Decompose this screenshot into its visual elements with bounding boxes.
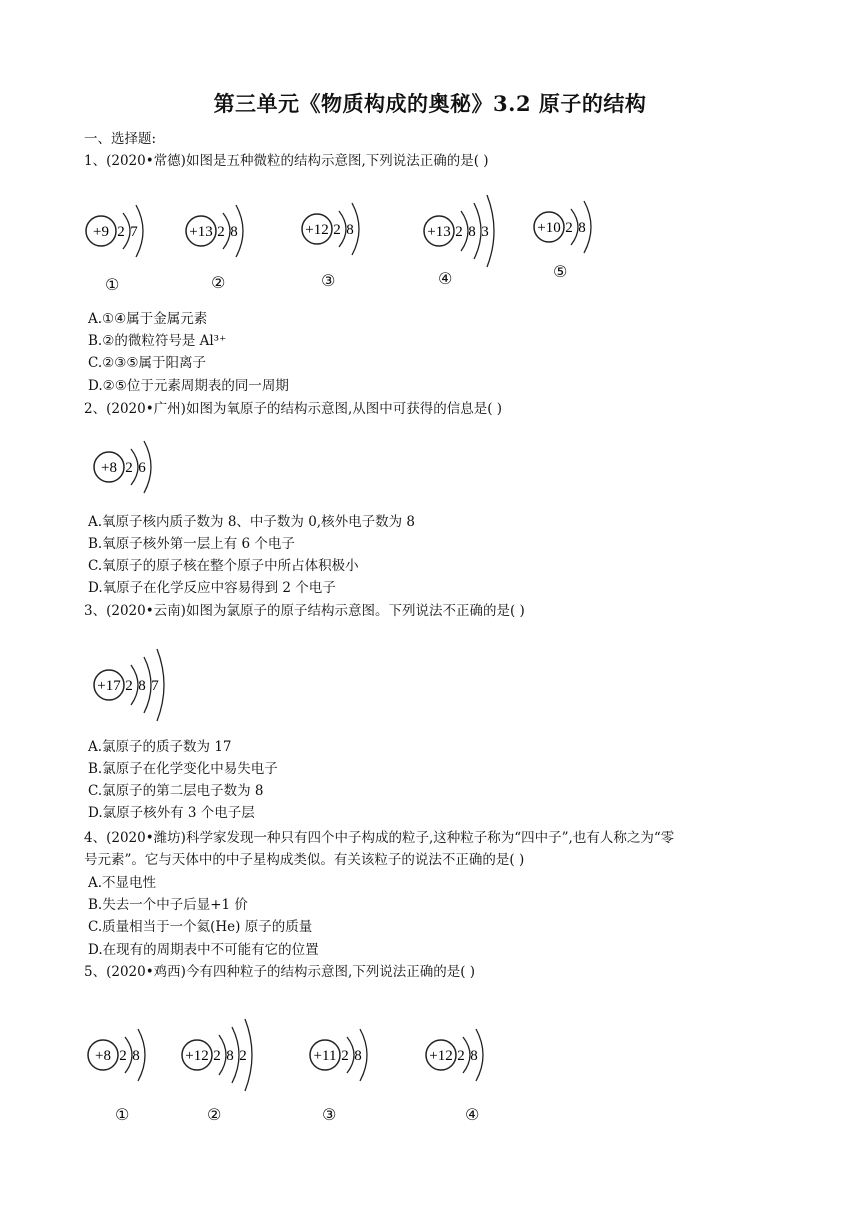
nucleus-charge: +13 — [189, 224, 213, 240]
question-2-stem: 2、(2020•广州)如图为氧原子的结构示意图,从图中可获得的信息是( ) — [84, 401, 503, 417]
q5-diagram-1 — [86, 1020, 160, 1090]
shell-electron-count: 2 — [333, 222, 341, 238]
question-5-stem: 5、(2020•鸡西)今有四种粒子的结构示意图,下列说法正确的是( ) — [84, 964, 476, 980]
question-3-stem: 3、(2020•云南)如图为氯原子的原子结构示意图。下列说法不正确的是( ) — [84, 603, 525, 619]
nucleus-charge: +8 — [95, 1048, 111, 1064]
shell-electron-count: 6 — [138, 460, 146, 476]
shell-electron-count: 2 — [217, 224, 225, 240]
atom-structure-figure — [92, 432, 166, 502]
q1-diagram-3 — [300, 194, 374, 264]
q1-label-2: ② — [211, 273, 226, 292]
q5-label-1: ① — [115, 1105, 130, 1124]
q2-option-b: B.氧原子核外第一层上有 6 个电子 — [88, 536, 295, 552]
nucleus-charge: +8 — [101, 460, 117, 476]
q2-option-d: D.氧原子在化学反应中容易得到 2 个电子 — [88, 580, 336, 596]
q3-option-d: D.氯原子核外有 3 个电子层 — [88, 805, 255, 821]
q1-option-c: C.②③⑤属于阳离子 — [88, 355, 206, 371]
atom-structure-figure — [92, 640, 179, 730]
q4-option-a: A.不显电性 — [88, 875, 157, 891]
atom-structure-figure — [180, 1010, 267, 1100]
shell-electron-count: 8 — [230, 224, 238, 240]
q4-option-d: D.在现有的周期表中不可能有它的位置 — [88, 942, 319, 958]
q1-label-3: ③ — [321, 271, 336, 290]
shell-electron-count: 2 — [125, 460, 133, 476]
shell-electron-count: 8 — [226, 1048, 234, 1064]
q1-diagram-2 — [184, 196, 258, 266]
q5-diagram-4 — [424, 1020, 498, 1090]
nucleus-charge: +12 — [429, 1048, 453, 1064]
q1-diagram-4 — [422, 186, 509, 276]
atom-structure-figure — [424, 1020, 498, 1090]
shell-electron-count: 8 — [132, 1048, 140, 1064]
shell-electron-count: 2 — [213, 1048, 221, 1064]
q1-label-5: ⑤ — [553, 262, 568, 281]
q2-option-c: C.氧原子的原子核在整个原子中所占体积极小 — [88, 558, 359, 574]
atom-structure-figure — [300, 194, 374, 264]
shell-electron-count: 8 — [138, 678, 146, 694]
atom-structure-figure — [184, 196, 258, 266]
shell-electron-count: 7 — [130, 224, 138, 240]
q5-label-3: ③ — [322, 1105, 337, 1124]
shell-electron-count: 2 — [341, 1048, 349, 1064]
q1-label-1: ① — [105, 275, 120, 294]
atom-structure-figure — [422, 186, 509, 276]
q1-option-d: D.②⑤位于元素周期表的同一周期 — [88, 378, 289, 394]
q1-option-a: A.①④属于金属元素 — [88, 311, 208, 327]
q2-option-a: A.氧原子核内质子数为 8、中子数为 0,核外电子数为 8 — [88, 514, 415, 530]
q5-diagram-3 — [308, 1020, 382, 1090]
section-heading: 一、选择题: — [84, 131, 157, 147]
page-title: 第三单元《物质构成的奥秘》3.2 原子的结构 — [213, 91, 647, 116]
shell-electron-count: 2 — [565, 220, 573, 236]
shell-electron-count: 7 — [151, 678, 159, 694]
q5-label-4: ④ — [465, 1105, 480, 1124]
q4-option-b: B.失去一个中子后显+1 价 — [88, 897, 248, 913]
shell-electron-count: 8 — [346, 222, 354, 238]
atom-structure-figure — [84, 196, 158, 266]
shell-electron-count: 8 — [578, 220, 586, 236]
q3-option-b: B.氯原子在化学变化中易失电子 — [88, 761, 278, 777]
shell-electron-count: 2 — [117, 224, 125, 240]
question-1-stem: 1、(2020•常德)如图是五种微粒的结构示意图,下列说法正确的是( ) — [84, 153, 489, 169]
nucleus-charge: +9 — [93, 224, 109, 240]
shell-electron-count: 8 — [354, 1048, 362, 1064]
q3-option-c: C.氯原子的第二层电子数为 8 — [88, 783, 264, 799]
q3-option-a: A.氯原子的质子数为 17 — [88, 739, 232, 755]
q1-label-4: ④ — [438, 269, 453, 288]
nucleus-charge: +10 — [537, 220, 561, 236]
shell-electron-count: 8 — [468, 224, 476, 240]
q2-diagram — [92, 432, 166, 502]
nucleus-charge: +12 — [305, 222, 329, 238]
nucleus-charge: +13 — [427, 224, 451, 240]
question-4-stem-line-1: 4、(2020•潍坊)科学家发现一种只有四个中子构成的粒子,这种粒子称为“四中子”,也有人称之为“零 — [84, 830, 675, 846]
shell-electron-count: 2 — [239, 1048, 247, 1064]
atom-structure-figure — [86, 1020, 160, 1090]
shell-electron-count: 2 — [119, 1048, 127, 1064]
q1-diagram-1 — [84, 196, 158, 266]
nucleus-charge: +12 — [185, 1048, 209, 1064]
nucleus-charge: +11 — [313, 1048, 337, 1064]
q3-diagram — [92, 640, 179, 730]
q1-diagram-5 — [532, 192, 606, 262]
shell-electron-count: 2 — [455, 224, 463, 240]
q5-label-2: ② — [207, 1105, 222, 1124]
question-4-stem-line-2: 号元素”。它与天体中的中子星构成类似。有关该粒子的说法不正确的是( ) — [84, 852, 525, 868]
q1-option-b: B.②的微粒符号是 Al³⁺ — [88, 333, 227, 349]
shell-electron-count: 2 — [125, 678, 133, 694]
atom-structure-figure — [532, 192, 606, 262]
shell-electron-count: 2 — [457, 1048, 465, 1064]
nucleus-charge: +17 — [97, 678, 121, 694]
shell-electron-count: 8 — [470, 1048, 478, 1064]
shell-electron-count: 3 — [481, 224, 489, 240]
atom-structure-figure — [308, 1020, 382, 1090]
q5-diagram-2 — [180, 1010, 267, 1100]
q4-option-c: C.质量相当于一个氦(He) 原子的质量 — [88, 919, 313, 935]
